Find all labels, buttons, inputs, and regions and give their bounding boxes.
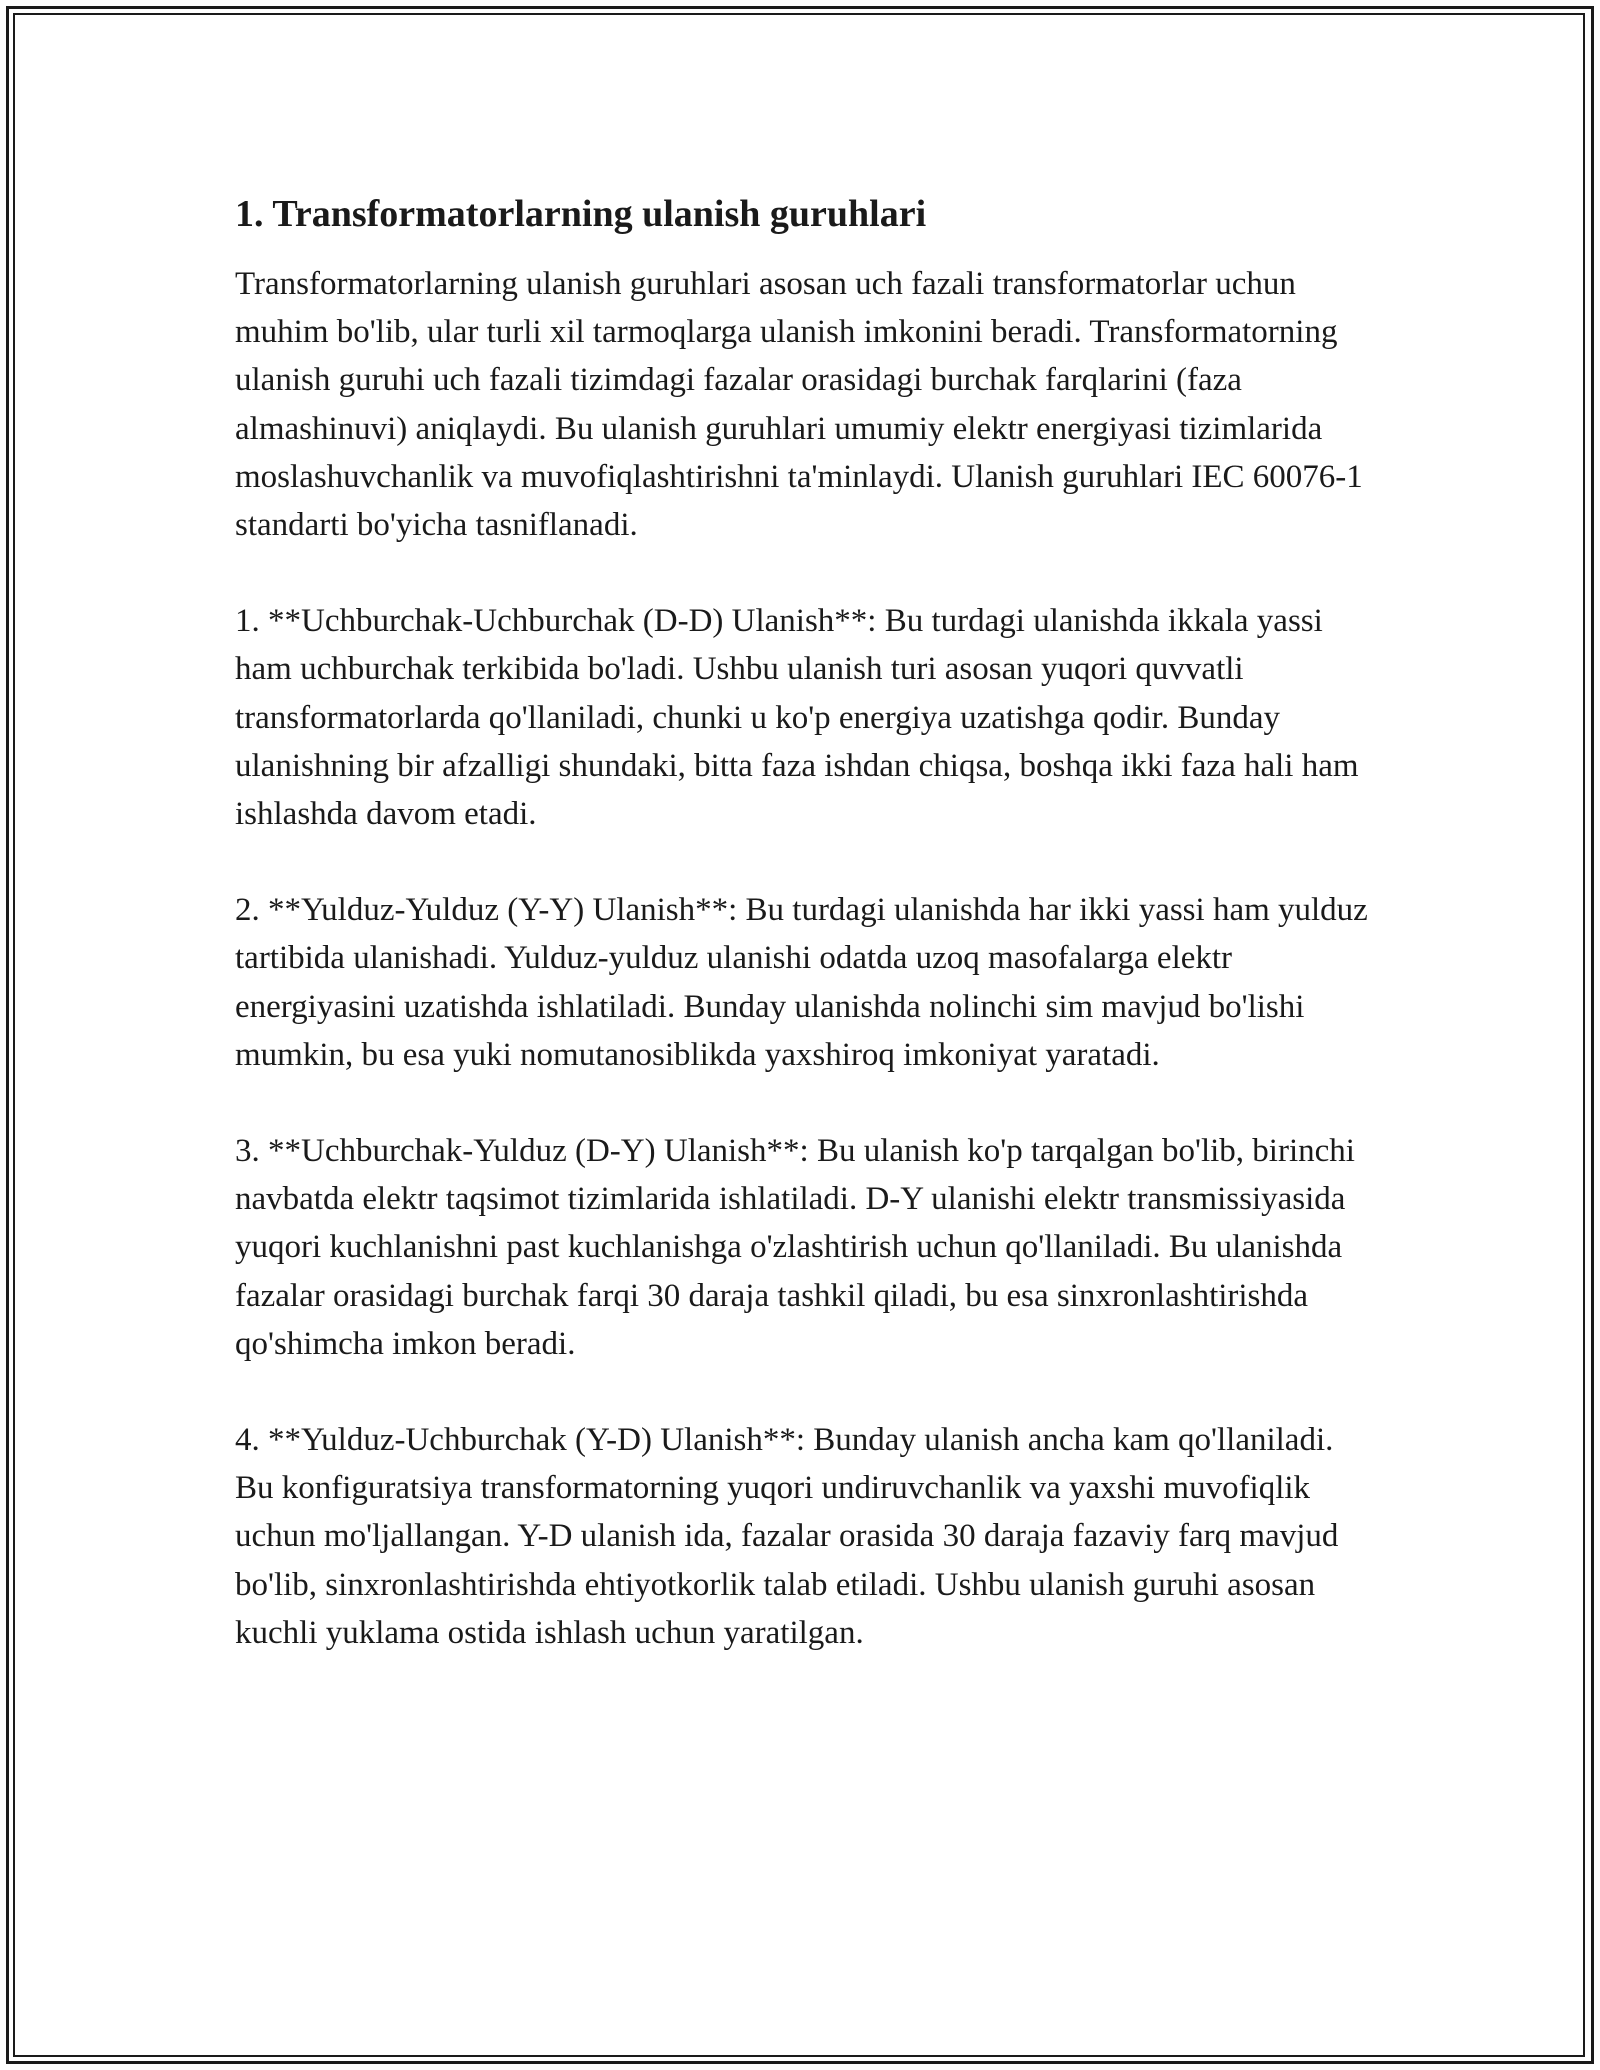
intro-paragraph: Transformatorlarning ulanish guruhlari asosan uch fazali transformatorlar uchun muhim bo'lib, ular turli xil tarmoqlarga ulanish imkonini beradi. Transformatorning ulanish guruhi uch fazali tizimdagi fazalar orasidagi burchak farqlarini (faza almashinuvi) aniqlaydi. Bu ulanish guruhlari umumiy elektr energiyasi tizimlarida moslashuvchanlik va muvofiqlashtirishni ta'minlaydi. Ulanish guruhlari IEC 60076-1 standarti bo'yicha tasniflanadi. xyxy=(235,266,1363,544)
paragraph-dy-connection: 3. **Uchburchak-Yulduz (D-Y) Ulanish**: Bu ulanish ko'p tarqalgan bo'lib, birinchi navbatda elektr taqsimot tizimlarida ishlatiladi. D-Y ulanishi elektr transmissiyasida yuqori kuchlanishni past kuchlanishga o'zlashtirish uchun qo'llaniladi. Bu ulanishda fazalar orasidagi burchak farqi 30 daraja tashkil qiladi, bu esa sinxronlashtirishda qo'shimcha imkon beradi. xyxy=(235,1133,1355,1362)
section-heading: 1. Transformatorlarning ulanish guruhlari xyxy=(235,193,927,235)
paragraph-dd-connection: 1. **Uchburchak-Uchburchak (D-D) Ulanish**: Bu turdagi ulanishda ikkala yassi ham uchburchak terkibida bo'ladi. Ushbu ulanish turi asosan yuqori quvvatli transformatorlarda qo'llaniladi, chunki u ko'p energiya uzatishga qodir. Bunday ulanishning bir afzalligi shundaki, bitta faza ishdan chiqsa, boshqa ikki faza hali ham ishlashda davom etadi. xyxy=(235,603,1359,833)
paragraph-yd-connection: 4. **Yulduz-Uchburchak (Y-D) Ulanish**: Bunday ulanish ancha kam qo'llaniladi. Bu konfiguratsiya transformatorning yuqori undiruvchanlik va yaxshi muvofiqlik uchun mo'ljallangan. Y-D ulanish ida, fazalar orasida 30 daraja fazaviy farq mavjud bo'lib, sinxronlashtirishda ehtiyotkorlik talab etiladi. Ushbu ulanish guruhi asosan kuchli yuklama ostida ishlash uchun yaratilgan. xyxy=(235,1422,1339,1651)
document-body xyxy=(235,188,1375,1705)
paragraph-yy-connection: 2. **Yulduz-Yulduz (Y-Y) Ulanish**: Bu turdagi ulanishda har ikki yassi ham yulduz tartibida ulanishadi. Yulduz-yulduz ulanishi odatda uzoq masofalarga elektr energiyasini uzatishda ishlatiladi. Bunday ulanishda nolinchi sim mavjud bo'lishi mumkin, bu esa yuki nomutanosiblikda yaxshiroq imkoniyat yaratadi. xyxy=(235,892,1368,1073)
